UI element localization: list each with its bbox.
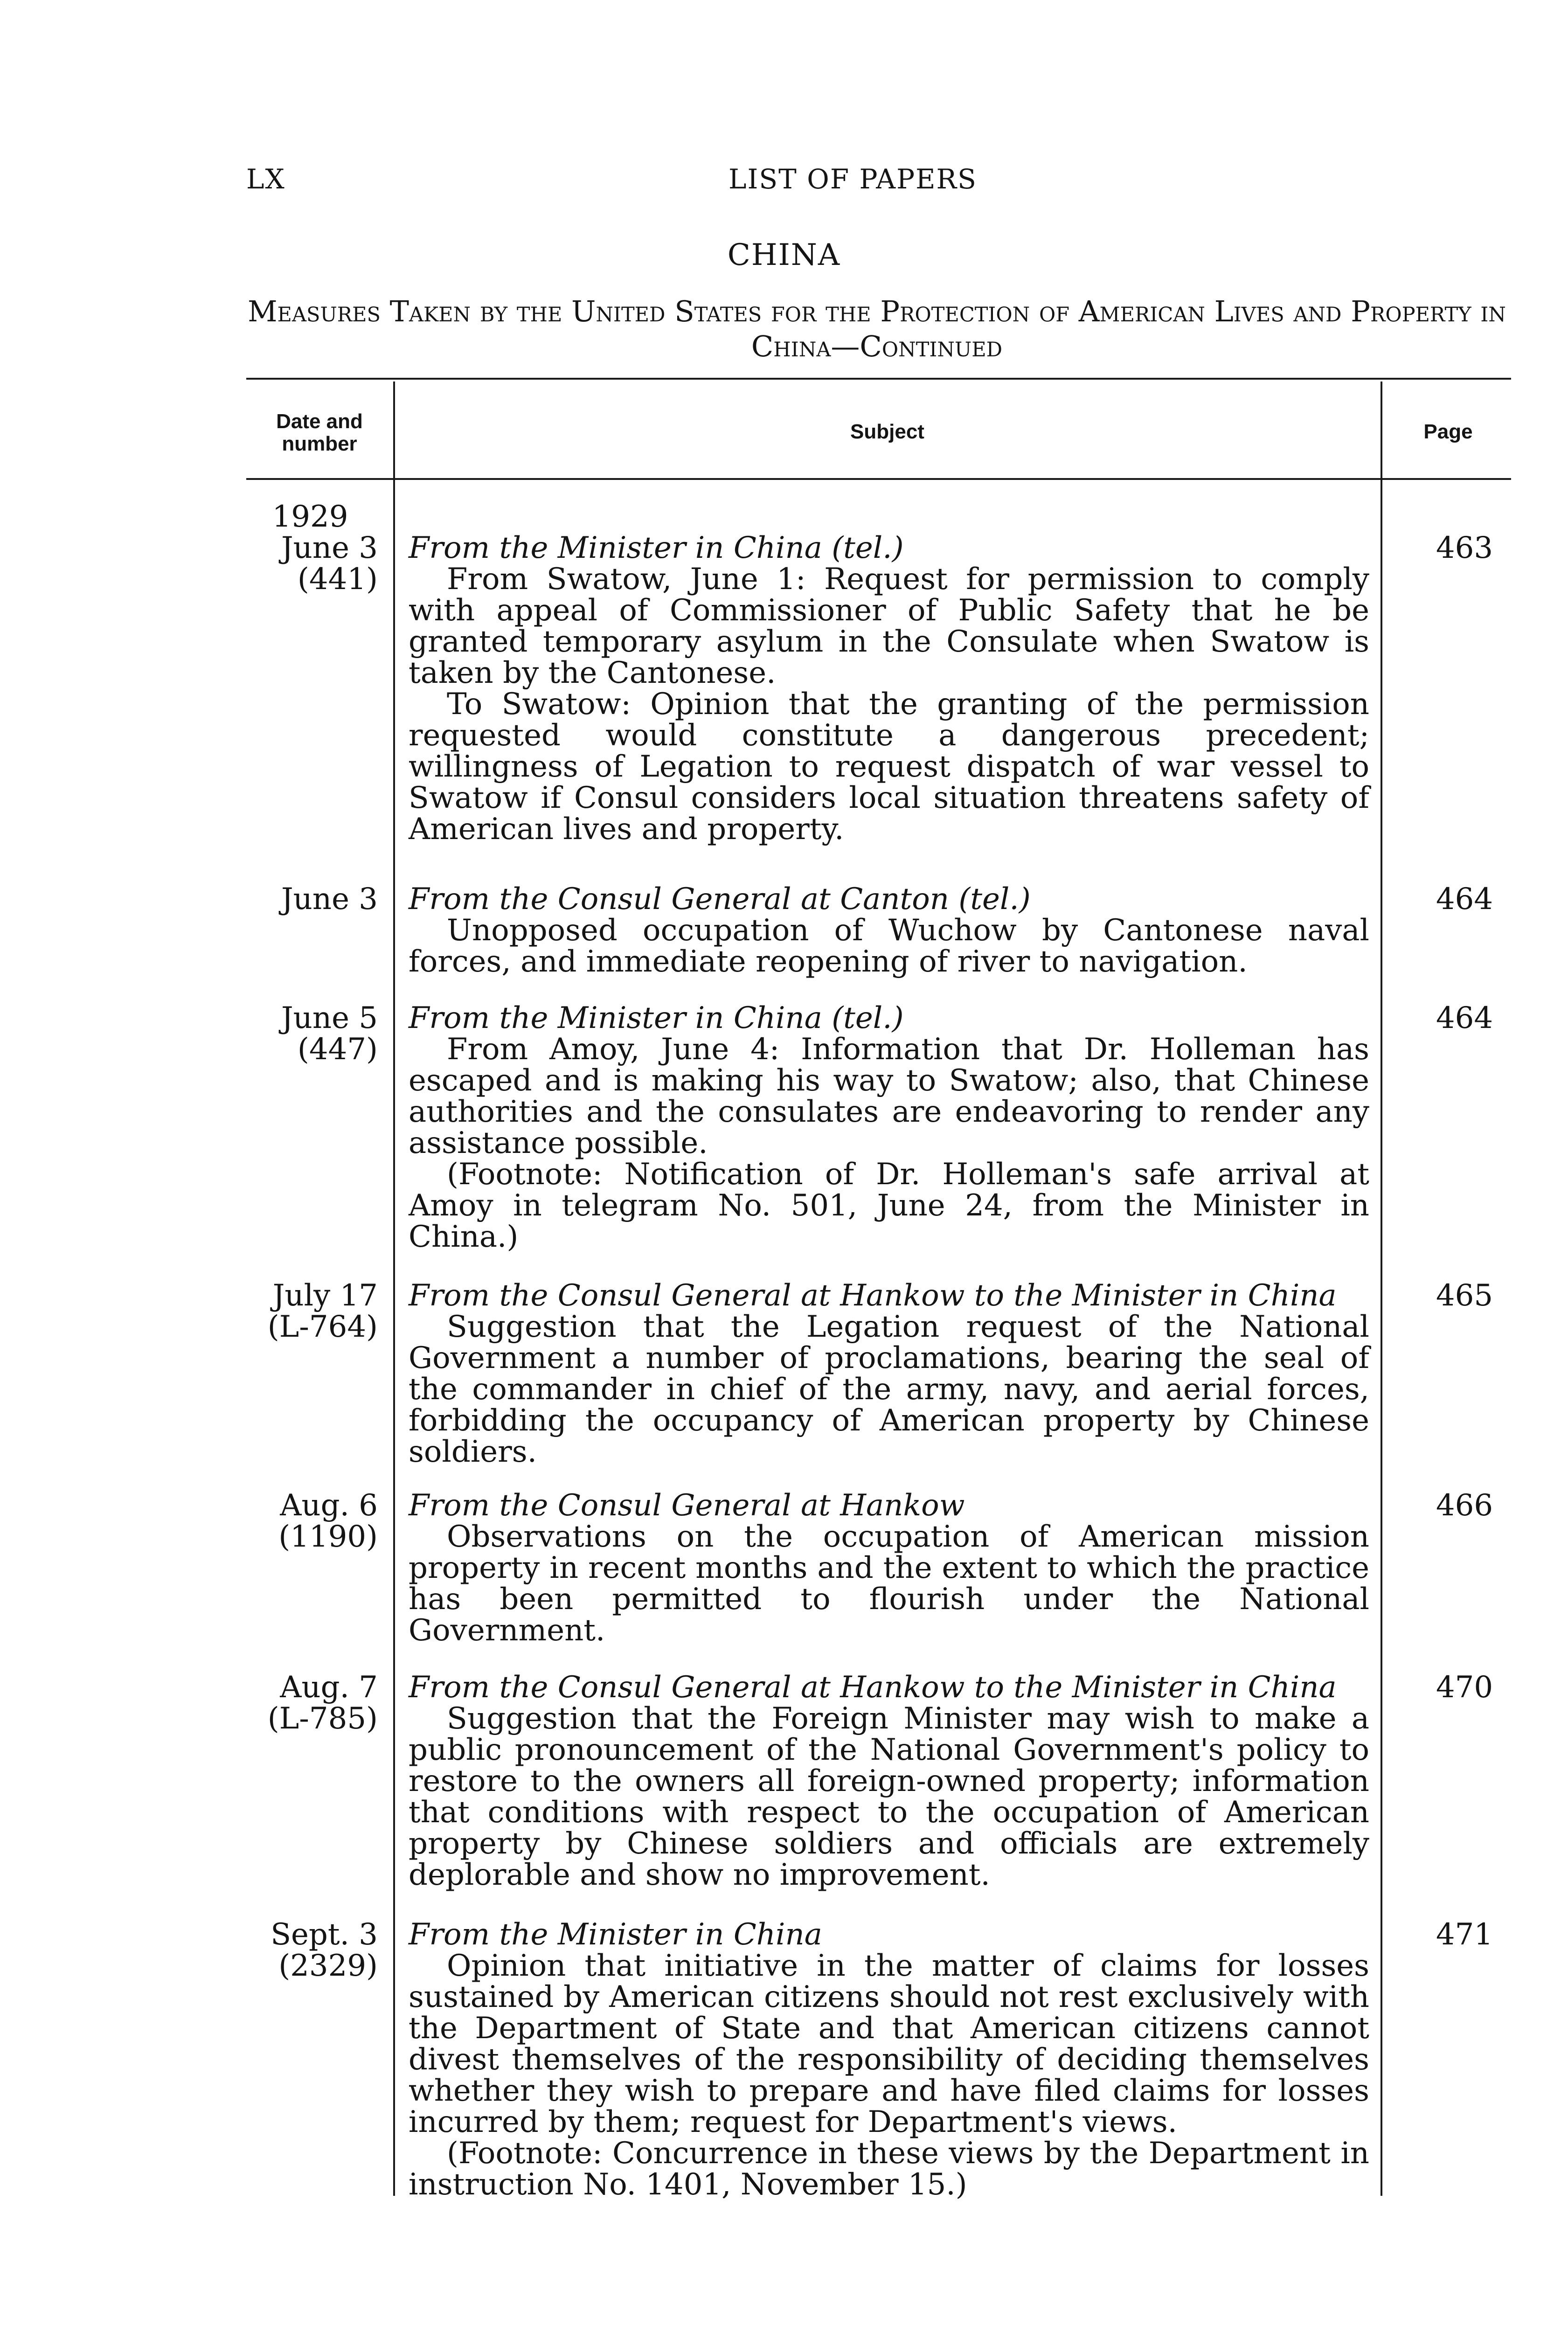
entry-number: (1190) <box>278 1520 378 1554</box>
section-subtitle: Measures Taken by the United States for the Protection of American Lives and Property in China—Continued <box>248 294 1506 363</box>
entry-number: (447) <box>297 1032 378 1067</box>
entry-subject <box>409 533 1369 845</box>
column-divider-date <box>393 382 395 2196</box>
entry-page: 471 <box>1436 1917 1493 1952</box>
entry-date: June 3 <box>281 531 378 565</box>
entry-number: (2329) <box>278 1949 378 1983</box>
entry-paragraph: From Swatow, June 1: Request for permission to comply with appeal of Commissioner of Public Safety that he be granted temporary asylum in the Consulate when Swatow is taken by the Cantonese. <box>409 562 1369 690</box>
entry-page: 464 <box>1436 882 1493 916</box>
entry-number: (L-785) <box>267 1701 378 1736</box>
entry-year: 1929 <box>272 500 348 534</box>
entry-source: From the Consul General at Hankow <box>409 1488 965 1523</box>
table-header-rule <box>246 478 1511 480</box>
entry-page: 466 <box>1436 1488 1493 1523</box>
entry-paragraph: Observations on the occupation of American mission property in recent months and the extent to which the practice has been permitted to flourish under the National Government. <box>409 1520 1369 1648</box>
column-header-subject: Subject <box>850 420 924 443</box>
entry-date-cell <box>243 1919 378 1982</box>
entry-source: From the Consul General at Hankow to the Minister in China <box>409 1278 1337 1313</box>
country-heading: CHINA <box>727 238 841 272</box>
entry-number: (441) <box>297 562 378 597</box>
page-number: LX <box>246 163 285 195</box>
entry-source: From the Minister in China <box>409 1917 822 1952</box>
entry-date: June 3 <box>281 882 378 916</box>
entry-number: (L-764) <box>267 1310 378 1344</box>
column-divider-page <box>1381 382 1382 2196</box>
entry-date: Sept. 3 <box>271 1917 378 1952</box>
entry-date: June 5 <box>281 1001 378 1035</box>
entry-subject <box>409 1003 1369 1253</box>
entry-subject <box>409 1672 1369 1891</box>
entry-source: From the Consul General at Hankow to the Minister in China <box>409 1670 1337 1705</box>
column-header-date: Date and number <box>276 410 363 455</box>
entry-date-cell <box>243 1672 378 1735</box>
entry-date: Aug. 6 <box>280 1488 378 1523</box>
entry-page: 470 <box>1436 1670 1493 1705</box>
entry-page: 464 <box>1436 1001 1493 1035</box>
entry-page: 465 <box>1436 1278 1493 1313</box>
entry-subject <box>409 1280 1369 1468</box>
entry-paragraph: To Swatow: Opinion that the granting of the permission requested would constitute a dangerous precedent; willingness of Legation to request dispatch of war vessel to Swatow if Consul considers local situation threatens safety of American lives and property. <box>409 687 1369 847</box>
entry-date-cell <box>243 1003 378 1065</box>
running-title: LIST OF PAPERS <box>728 163 977 195</box>
entry-date-cell <box>243 884 378 915</box>
entry-date: Aug. 7 <box>280 1670 378 1705</box>
entry-source: From the Minister in China (tel.) <box>409 531 904 565</box>
entry-date: July 17 <box>272 1278 378 1313</box>
table-top-rule <box>246 378 1511 380</box>
column-header-page: Page <box>1423 420 1473 443</box>
entry-paragraph: Suggestion that the Foreign Minister may wish to make a public pronouncement of the National Government's policy to restore to the owners all foreign-owned property; information that conditions with respect to the occupation of American property by Chinese soldiers and officials are extremely deplorable and show no improvement. <box>409 1701 1369 1892</box>
entry-paragraph: From Amoy, June 4: Information that Dr. Holleman has escaped and is making his way to Swatow; also, that Chinese authorities and the consulates are endeavoring to render any assistance possible. <box>409 1032 1369 1160</box>
entry-source: From the Minister in China (tel.) <box>409 1001 904 1035</box>
entry-subject <box>409 1919 1369 2200</box>
entry-date-cell <box>243 1490 378 1553</box>
entry-date-cell <box>243 501 378 595</box>
entry-subject <box>409 884 1369 978</box>
entry-paragraph: Opinion that initiative in the matter of claims for losses sustained by American citizens should not rest exclusively with the Department of State and that American citizens cannot divest themselves of the responsibility of deciding themselves whether they wish to prepare and have filed claims for losses incurred by them; request for Department's views. <box>409 1949 1369 2139</box>
entry-date-cell <box>243 1280 378 1343</box>
entry-paragraph: Suggestion that the Legation request of the National Government a number of proclamations, bearing the seal of the commander in chief of the army, navy, and aerial forces, forbidding the occupancy of American property by Chinese soldiers. <box>409 1310 1369 1469</box>
entry-paragraph: (Footnote: Concurrence in these views by the Department in instruction No. 1401, November 15.) <box>409 2136 1369 2202</box>
entry-paragraph: Unopposed occupation of Wuchow by Cantonese naval forces, and immediate reopening of river to navigation. <box>409 913 1369 979</box>
entry-source: From the Consul General at Canton (tel.) <box>409 882 1031 916</box>
entry-paragraph: (Footnote: Notification of Dr. Holleman's safe arrival at Amoy in telegram No. 501, June 24, from the Minister in China.) <box>409 1157 1369 1254</box>
entry-page: 463 <box>1436 531 1493 565</box>
entry-subject <box>409 1490 1369 1646</box>
